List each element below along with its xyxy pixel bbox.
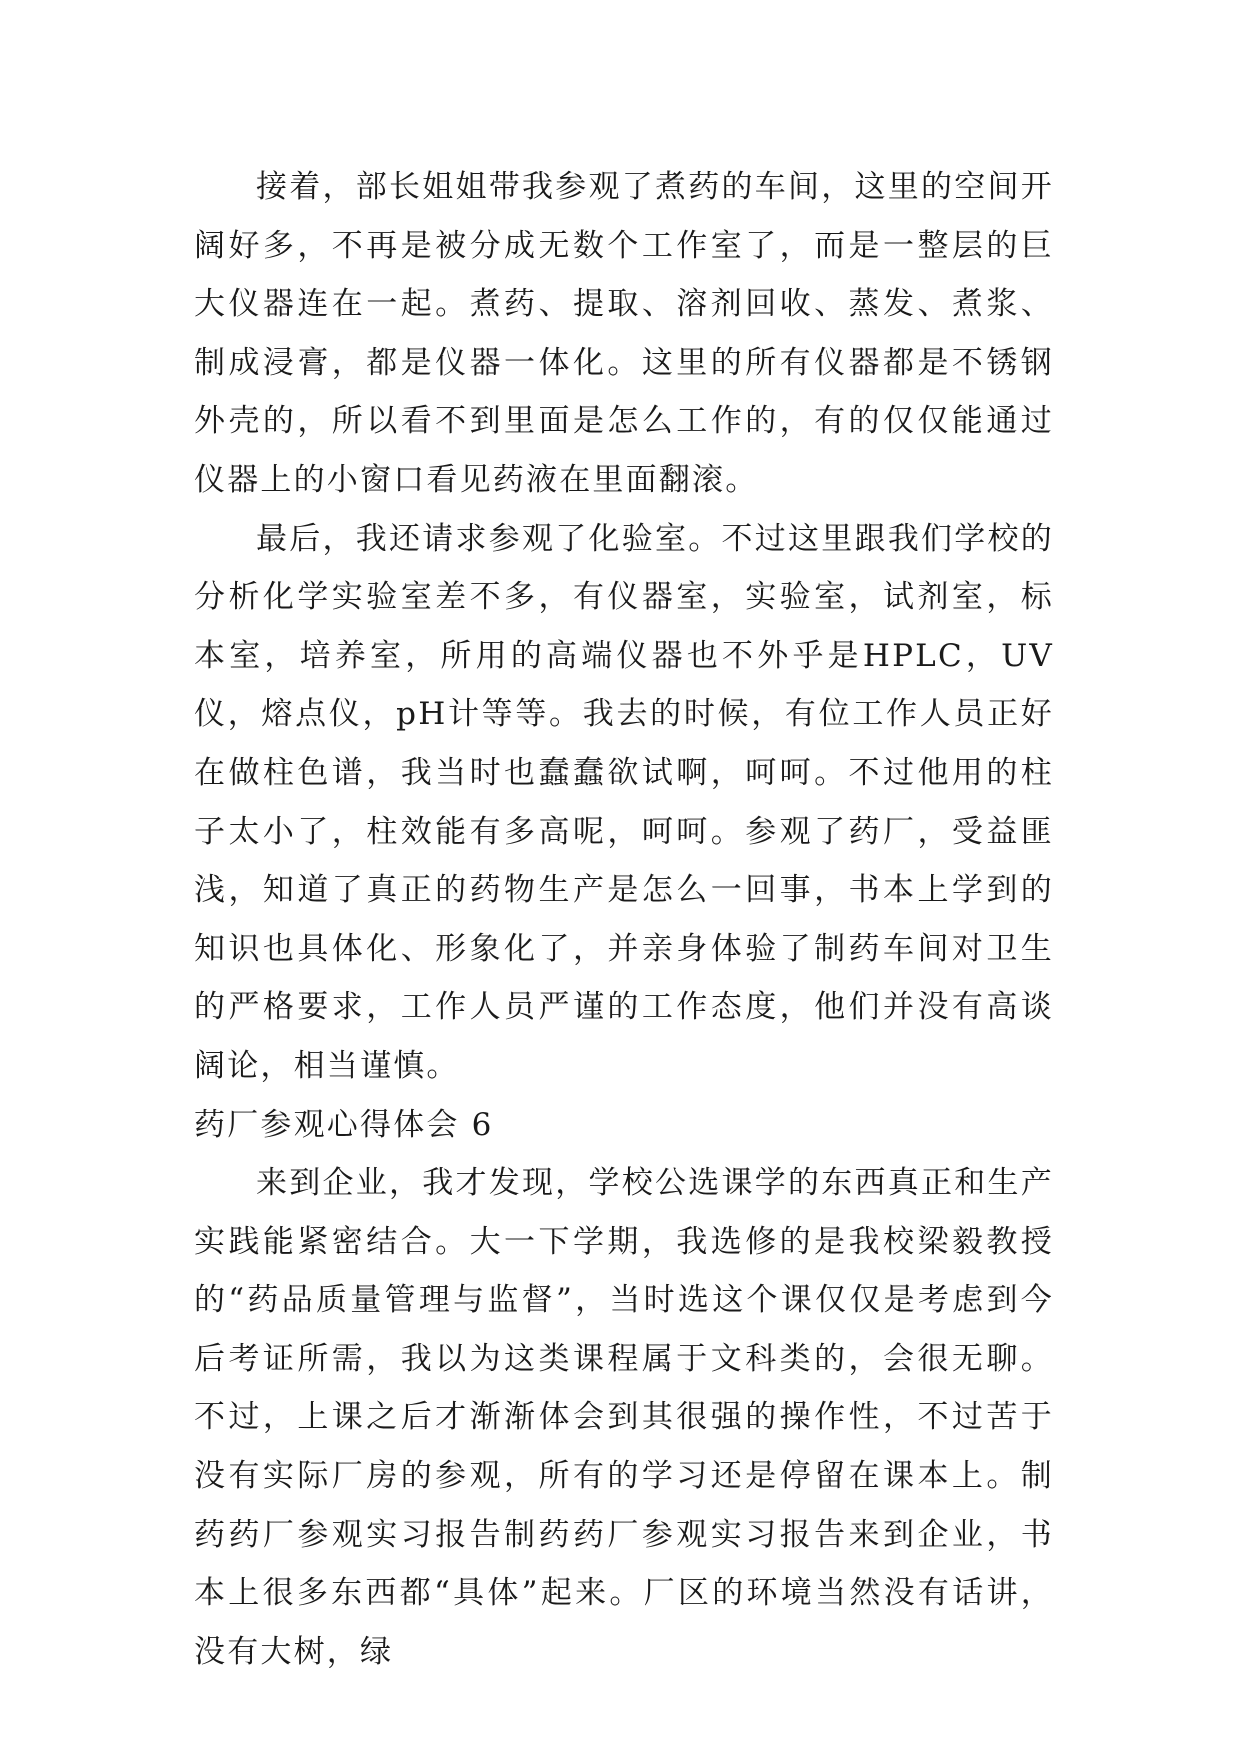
body-paragraph: 最后，我还请求参观了化验室。不过这里跟我们学校的分析化学实验室差不多，有仪器室，实验室，试剂室，标本室，培养室，所用的高端仪器也不外乎是HPLC，UV仪，熔点仪，pH计等等。我去的时候，有位工作人员正好在做柱色谱，我当时也蠢蠢欲试啊，呵呵。不过他用的柱子太小了，柱效能有多高呢，呵呵。参观了药厂，受益匪浅，知道了真正的药物生产是怎么一回事，书本上学到的知识也具体化、形象化了，并亲身体验了制药车间对卫生的严格要求，工作人员严谨的工作态度，他们并没有高谈阔论，相当谨慎。 [194,520,1054,1084]
section-heading: 药厂参观心得体会 6 [194,1106,494,1143]
body-paragraph: 接着，部长姐姐带我参观了煮药的车间，这里的空间开阔好多，不再是被分成无数个工作室了，而是一整层的巨大仪器连在一起。煮药、提取、溶剂回收、蒸发、煮浆、制成浸膏，都是仪器一体化。这里的所有仪器都是不锈钢外壳的，所以看不到里面是怎么工作的，有的仅仅能通过仪器上的小窗口看见药液在里面翻滚。 [194,169,1054,498]
document-page [194,158,1054,1681]
body-paragraph: 来到企业，我才发现，学校公选课学的东西真正和生产实践能紧密结合。大一下学期，我选修的是我校梁毅教授的“药品质量管理与监督”，当时选这个课仅仅是考虑到今后考证所需，我以为这类课程属于文科类的，会很无聊。不过，上课之后才渐渐体会到其很强的操作性，不过苦于没有实际厂房的参观，所有的学习还是停留在课本上。制药药厂参观实习报告制药药厂参观实习报告来到企业，书本上很多东西都“具体”起来。厂区的环境当然没有话讲，没有大树，绿 [194,1165,1054,1670]
